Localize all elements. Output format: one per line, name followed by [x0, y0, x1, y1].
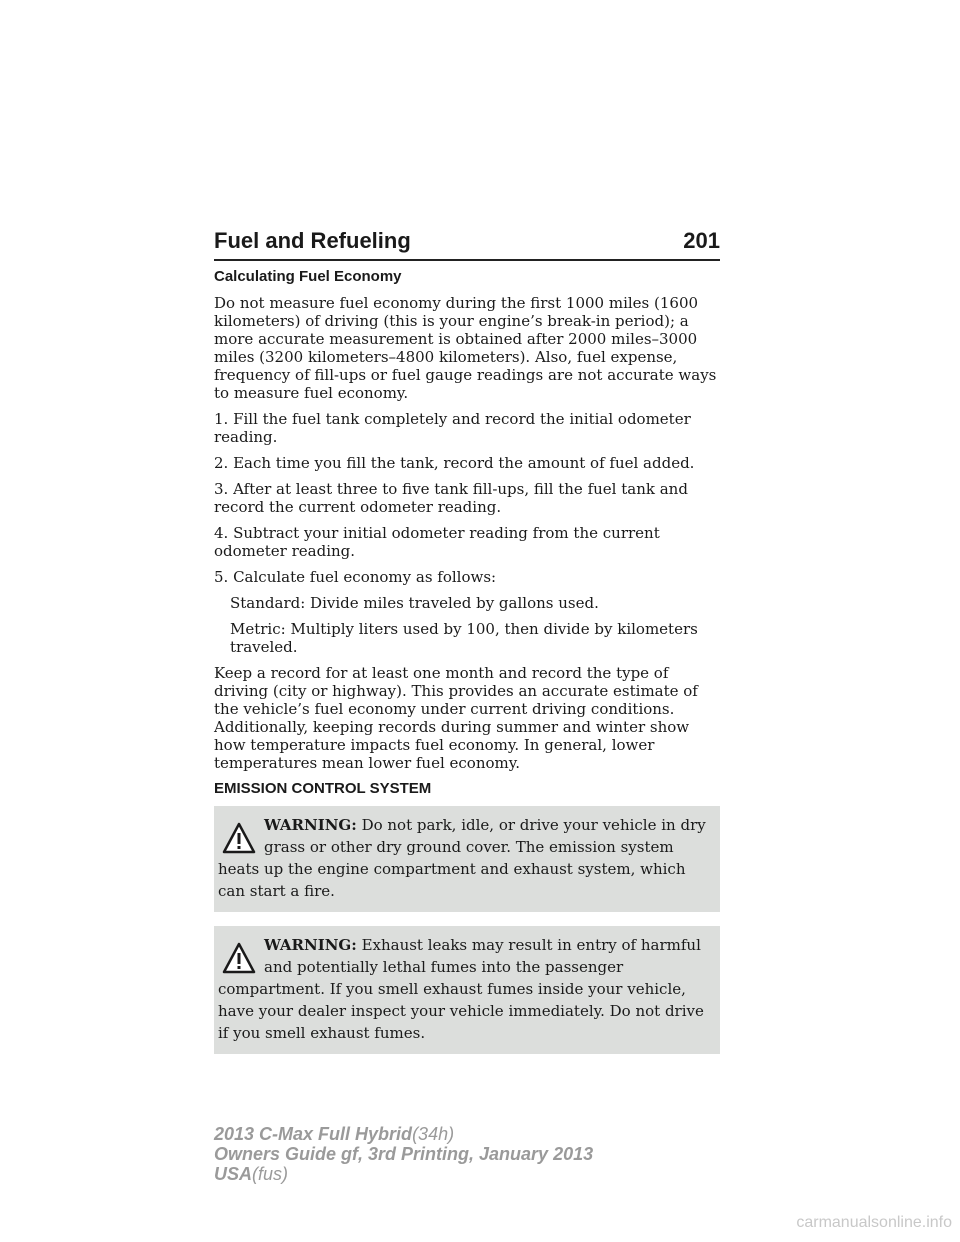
section-heading-emission: EMISSION CONTROL SYSTEM	[214, 780, 432, 797]
footer-model-line	[214, 1124, 593, 1144]
footer-guide: Owners Guide gf, 3rd Printing, January 2013	[214, 1144, 594, 1164]
step-4: 4. Subtract your initial odometer reading from the current odometer reading.	[214, 524, 660, 560]
warning-text	[218, 814, 710, 902]
footer-market-code: (fus)	[252, 1164, 289, 1184]
warning-label: WARNING:	[264, 816, 357, 834]
warning-body: Exhaust leaks may result in entry of harmful and potentially lethal fumes into the passenger compartment. If you smell exhaust fumes inside your vehicle, have your dealer inspect your vehicle immediately. Do not drive if you smell exhaust fumes.	[218, 936, 704, 1042]
footer-market-line	[214, 1164, 593, 1184]
document-footer	[214, 1124, 593, 1184]
header-divider	[214, 259, 720, 261]
sub-step-standard: Standard: Divide miles traveled by gallons used.	[230, 594, 599, 612]
step-2: 2. Each time you fill the tank, record the amount of fuel added.	[214, 454, 695, 472]
page-header	[214, 228, 720, 254]
footer-market: USA	[214, 1164, 253, 1184]
page-title: Fuel and Refueling	[214, 228, 411, 253]
warning-triangle-icon	[222, 942, 256, 976]
step-3: 3. After at least three to five tank fill-ups, fill the fuel tank and record the current odometer reading.	[214, 480, 688, 516]
warning-text	[218, 934, 710, 1044]
footer-model-code: (34h)	[412, 1124, 455, 1144]
page-content	[214, 268, 720, 1068]
step-1: 1. Fill the fuel tank completely and record the initial odometer reading.	[214, 410, 691, 446]
footer-model: 2013 C-Max Full Hybrid	[214, 1124, 413, 1144]
warning-triangle-icon	[222, 822, 256, 856]
page-number: 201	[683, 228, 720, 253]
section-heading-fuel-economy: Calculating Fuel Economy	[214, 268, 402, 285]
watermark: carmanualsonline.info	[796, 1214, 952, 1231]
step-5: 5. Calculate fuel economy as follows:	[214, 568, 497, 586]
sub-step-metric: Metric: Multiply liters used by 100, then divide by kilometers traveled.	[230, 620, 698, 656]
warning-label: WARNING:	[264, 936, 357, 954]
warning-box	[214, 806, 720, 912]
intro-paragraph: Do not measure fuel economy during the first 1000 miles (1600 kilometers) of driving (this is your engine’s break-in period); a more accurate measurement is obtained after 2000 miles–3000 miles (3200 kilometers–4800 kilometers). Also, fuel expense, frequency of fill-ups or fuel gauge readings are not accurate ways to measure fuel economy.	[214, 294, 717, 402]
warning-box	[214, 926, 720, 1054]
warning-body: Do not park, idle, or drive your vehicle in dry grass or other dry ground cover. The emission system heats up the engine compartment and exhaust system, which can start a fire.	[218, 816, 706, 900]
closing-paragraph: Keep a record for at least one month and record the type of driving (city or highway). This provides an accurate estimate of the vehicle’s fuel economy under current driving conditions. Additionally, keeping records during summer and winter show how temperature impacts fuel economy. In general, lower temperatures mean lower fuel economy.	[214, 664, 698, 772]
